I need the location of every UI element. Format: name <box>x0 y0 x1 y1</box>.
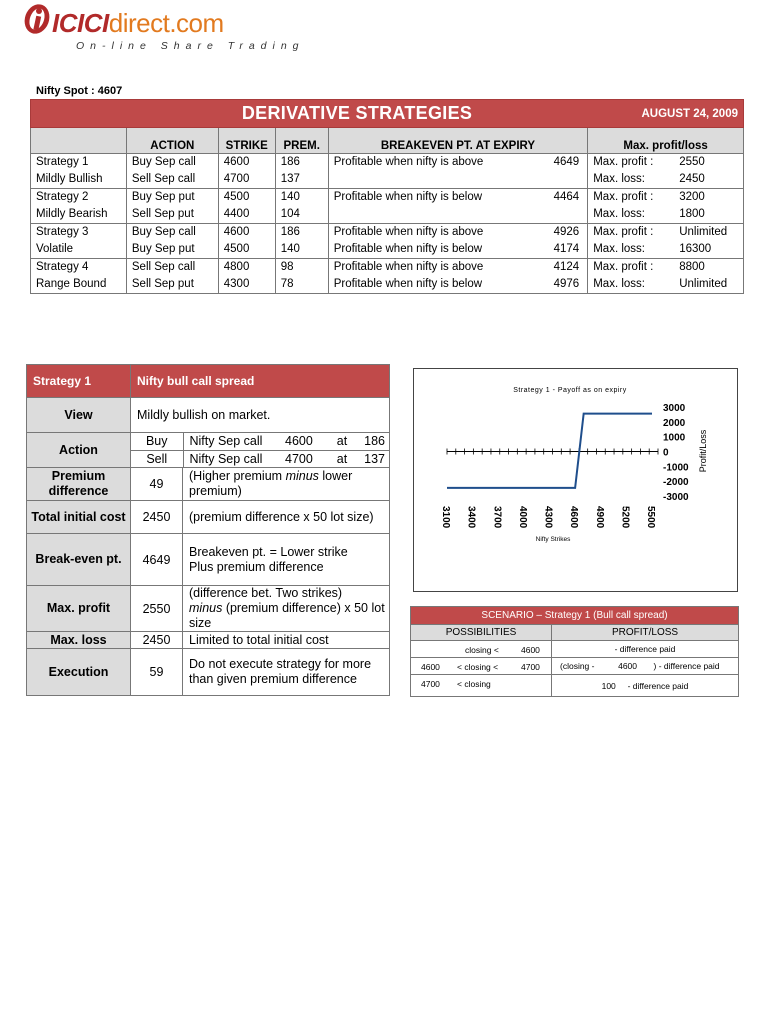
scenario-table <box>410 606 739 697</box>
scenario-condition: < closing < <box>457 662 499 672</box>
action-legs <box>131 433 389 467</box>
profit-loss-label: Max. profit : <box>593 261 654 273</box>
x-tick-label: 4900 <box>593 506 605 529</box>
leg-action: Sell Sep call <box>126 259 218 277</box>
leg-premium: 140 <box>275 189 328 207</box>
profit-loss-label: Max. profit : <box>593 191 654 203</box>
breakeven-value: 4124 <box>553 261 580 273</box>
nifty-spot: Nifty Spot : 4607 <box>36 85 123 97</box>
col-strike: STRIKE <box>218 128 275 154</box>
strategy-row <box>31 241 744 259</box>
view-label: View <box>27 398 131 433</box>
payoff-chart-svg <box>414 369 739 593</box>
payoff-chart <box>413 368 738 592</box>
initial-cost-value: 2450 <box>131 501 183 534</box>
y-tick-label: -1000 <box>663 462 689 474</box>
derivative-strategies-table <box>30 99 744 294</box>
breakeven-value: 4649 <box>131 534 183 586</box>
scenario-row <box>411 675 739 697</box>
leg-premium: 140 <box>275 241 328 259</box>
leg-breakeven <box>328 241 588 259</box>
profit-loss-value: 2450 <box>679 173 705 185</box>
profit-loss-label: Max. profit : <box>593 226 654 238</box>
profit-loss-value: 2550 <box>679 156 705 168</box>
scenario-high: 4700 <box>521 662 540 672</box>
strategy-name: Strategy 1 <box>31 154 127 172</box>
leg-profit-loss <box>588 241 744 259</box>
breakeven-value: 4649 <box>553 156 580 168</box>
profit-loss-label: Max. profit : <box>593 156 654 168</box>
leg-action: Buy Sep put <box>126 241 218 259</box>
y-tick-label: 0 <box>663 447 669 459</box>
x-tick-label: 5500 <box>645 506 656 529</box>
action-label: Action <box>27 433 131 468</box>
initial-cost-label: Total initial cost <box>27 501 131 534</box>
profit-loss-value: 16300 <box>679 243 712 255</box>
y-tick-label: -2000 <box>663 477 689 489</box>
icici-swirl-icon <box>20 2 54 42</box>
initial-cost-text: (premium difference x 50 lot size) <box>183 501 390 534</box>
max-profit-label: Max. profit <box>27 586 131 632</box>
x-tick-label: 4300 <box>542 506 554 529</box>
profit-loss-label: Max. loss: <box>593 208 645 220</box>
strategy-name: Range Bound <box>31 276 127 294</box>
y-tick-label: 3000 <box>663 403 686 414</box>
leg-action: Buy Sep call <box>126 224 218 242</box>
scenario-profit-loss: (closing - 4600 ) - difference paid <box>560 661 720 671</box>
leg-breakeven <box>328 189 588 207</box>
leg-premium: 98 <box>275 259 328 277</box>
breakeven-value: 4926 <box>553 226 580 238</box>
strategy-name: Strategy 3 <box>31 224 127 242</box>
scenario-row <box>411 658 739 675</box>
leg-strike: 4400 <box>218 206 275 224</box>
leg-action: Buy Sep call <box>126 154 218 172</box>
breakeven-text: Breakeven pt. = Lower strike Plus premium difference <box>183 534 390 586</box>
chart-title: Strategy 1 - Payoff as on expiry <box>513 387 627 394</box>
max-profit-value: 2550 <box>131 586 183 632</box>
brand-name: ICICIdirect.com <box>52 8 224 38</box>
strategy-name: Strategy 4 <box>31 259 127 277</box>
leg-profit-loss <box>588 189 744 207</box>
leg-profit-loss <box>588 259 744 277</box>
action-leg-buy: Buy Nifty Sep call 4600 at 186 <box>131 433 389 450</box>
leg-strike: 4600 <box>218 154 275 172</box>
strategy-name: Mildly Bearish <box>31 206 127 224</box>
strategy-row <box>31 189 744 207</box>
derivatives-date: AUGUST 24, 2009 <box>588 100 744 128</box>
x-axis-label: Nifty Strikes <box>535 536 571 543</box>
payoff-line <box>447 414 652 488</box>
breakeven-text: Profitable when nifty is below <box>333 191 483 203</box>
strategy-name: Mildly Bullish <box>31 171 127 189</box>
leg-breakeven <box>328 276 588 294</box>
y-tick-label: 1000 <box>663 432 686 444</box>
leg-premium: 78 <box>275 276 328 294</box>
col-profitloss: Max. profit/loss <box>588 128 744 154</box>
profit-loss-value: Unlimited <box>679 278 728 290</box>
profit-loss-label: Max. loss: <box>593 243 645 255</box>
strategy-row <box>31 276 744 294</box>
leg-breakeven <box>328 171 588 189</box>
leg-breakeven <box>328 154 588 172</box>
premium-text: (Higher premium minus lower premium) <box>183 468 390 501</box>
x-tick-label: 3100 <box>440 506 451 529</box>
breakeven-value: 4464 <box>553 191 580 203</box>
strategy1-head-name: Nifty bull call spread <box>131 365 390 398</box>
profit-loss-value: Unlimited <box>679 226 728 238</box>
breakeven-text: Profitable when nifty is above <box>333 261 484 273</box>
max-loss-value: 2450 <box>131 632 183 649</box>
strategy-row <box>31 206 744 224</box>
leg-premium: 137 <box>275 171 328 189</box>
strategy-name: Strategy 2 <box>31 189 127 207</box>
leg-breakeven <box>328 224 588 242</box>
strategy-row <box>31 224 744 242</box>
leg-premium: 104 <box>275 206 328 224</box>
profit-loss-value: 8800 <box>679 261 705 273</box>
y-axis-label: Profit/Loss <box>698 429 708 473</box>
leg-breakeven <box>328 259 588 277</box>
leg-action: Sell Sep put <box>126 206 218 224</box>
col-action: ACTION <box>126 128 218 154</box>
strategy1-head-label: Strategy 1 <box>27 365 131 398</box>
leg-strike: 4300 <box>218 276 275 294</box>
breakeven-label: Break-even pt. <box>27 534 131 586</box>
leg-profit-loss <box>588 171 744 189</box>
breakeven-text: Profitable when nifty is above <box>333 226 484 238</box>
breakeven-text: Profitable when nifty is below <box>333 243 483 255</box>
scenario-low: 4600 <box>421 662 440 672</box>
leg-profit-loss <box>588 276 744 294</box>
breakeven-value: 4976 <box>553 278 580 290</box>
profit-loss-value: 1800 <box>679 208 705 220</box>
leg-strike: 4500 <box>218 189 275 207</box>
leg-profit-loss <box>588 206 744 224</box>
strategy-name: Volatile <box>31 241 127 259</box>
x-tick-label: 4000 <box>516 506 528 529</box>
leg-action: Sell Sep call <box>126 171 218 189</box>
leg-strike: 4700 <box>218 171 275 189</box>
scenario-profit-loss: - difference paid <box>614 644 676 654</box>
action-leg-sell: Sell Nifty Sep call 4700 at 137 <box>131 450 389 467</box>
execution-value: 59 <box>131 649 183 696</box>
col-breakeven: BREAKEVEN PT. AT EXPIRY <box>328 128 588 154</box>
profit-loss-label: Max. loss: <box>593 173 645 185</box>
execution-label: Execution <box>27 649 131 696</box>
max-profit-text: (difference bet. Two strikes) minus (premium difference) x 50 lot size <box>183 586 390 632</box>
premium-value: 49 <box>131 468 183 501</box>
leg-strike: 4800 <box>218 259 275 277</box>
leg-action: Sell Sep put <box>126 276 218 294</box>
strategy1-detail-table <box>26 364 390 696</box>
x-tick-label: 3400 <box>465 506 477 529</box>
scenario-condition: closing < <box>465 645 499 655</box>
scenario-col-possibilities: POSSIBILITIES <box>411 625 552 641</box>
leg-action: Buy Sep put <box>126 189 218 207</box>
breakeven-value: 4174 <box>553 243 580 255</box>
strategy-row <box>31 154 744 172</box>
breakeven-text: Profitable when nifty is above <box>333 156 484 168</box>
max-loss-label: Max. loss <box>27 632 131 649</box>
leg-premium: 186 <box>275 154 328 172</box>
leg-strike: 4600 <box>218 224 275 242</box>
max-loss-text: Limited to total initial cost <box>183 632 390 649</box>
scenario-condition: < closing <box>457 679 491 689</box>
profit-loss-label: Max. loss: <box>593 278 645 290</box>
scenario-profit-loss: 100 - difference paid <box>601 680 689 691</box>
scenario-col-profitloss: PROFIT/LOSS <box>552 625 739 641</box>
leg-profit-loss <box>588 154 744 172</box>
brand-tagline: On-line Share Trading <box>76 40 305 52</box>
leg-breakeven <box>328 206 588 224</box>
x-tick-label: 3700 <box>491 506 503 529</box>
leg-strike: 4500 <box>218 241 275 259</box>
execution-text: Do not execute strategy for more than given premium difference <box>183 649 390 696</box>
x-tick-label: 5200 <box>619 506 631 529</box>
view-text: Mildly bullish on market. <box>131 398 390 433</box>
icici-direct-logo <box>20 2 305 56</box>
x-tick-label: 4600 <box>568 506 580 529</box>
breakeven-text: Profitable when nifty is below <box>333 278 483 290</box>
leg-premium: 186 <box>275 224 328 242</box>
derivatives-title: DERIVATIVE STRATEGIES <box>126 100 587 128</box>
strategy-row <box>31 171 744 189</box>
y-tick-label: 2000 <box>663 417 686 429</box>
col-prem: PREM. <box>275 128 328 154</box>
leg-profit-loss <box>588 224 744 242</box>
scenario-high: 4600 <box>521 645 540 655</box>
premium-label: Premium difference <box>27 468 131 501</box>
y-tick-label: -3000 <box>663 492 689 503</box>
scenario-row <box>411 641 739 658</box>
strategy-row <box>31 259 744 277</box>
scenario-low: 4700 <box>421 679 440 689</box>
scenario-title: SCENARIO – Strategy 1 (Bull call spread) <box>411 607 739 625</box>
profit-loss-value: 3200 <box>679 191 705 203</box>
